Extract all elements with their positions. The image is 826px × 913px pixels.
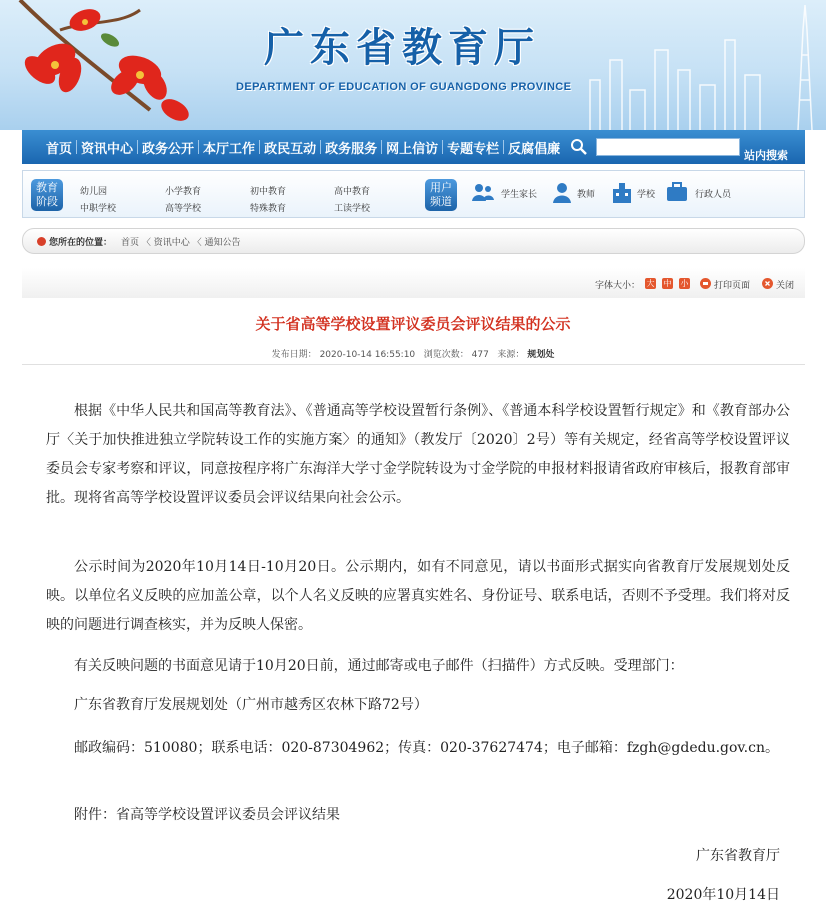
edu-link-senior-high[interactable]: 高中教育 bbox=[334, 187, 371, 197]
school-icon bbox=[611, 181, 633, 205]
meta-source: 规划处 bbox=[527, 350, 555, 360]
paragraph-submission: 有关反映问题的书面意见请于10月20日前，通过邮寄或电子邮件（扫描件）方式反映。受理部门： bbox=[74, 658, 684, 674]
search-button[interactable]: 站内搜索 bbox=[744, 149, 788, 162]
font-size-large-button[interactable]: 大 bbox=[646, 279, 655, 288]
paragraph-basis: 根据《中华人民共和国高等教育法》、《普通高等学校设置暂行条例》、《普通本科学校设置暂行规定》和《教育部办公厅〈关于加快推进独立学院转设工作的实施方案〉的通知》（教发厅〔2020〕2号）等有关规定，经省高等学校设置评议委员会专家考察和评议，同意按程序将广东海洋大学寸金学院转设为寸金学院的申报材料报请省政府审核后，报教育部审批。现将省高等学校设置评议委员会评议结果向社会公示。 bbox=[46, 403, 790, 506]
print-page-link[interactable]: 打印页面 bbox=[714, 281, 751, 291]
close-icon[interactable] bbox=[762, 278, 773, 289]
nav-item-gov-open[interactable]: 政务公开 bbox=[142, 141, 195, 157]
font-size-small-button[interactable]: 小 bbox=[680, 279, 689, 288]
paragraph-attachment[interactable]: 附件：省高等学校设置评议委员会评议结果 bbox=[74, 807, 340, 823]
edu-link-junior-high[interactable]: 初中教育 bbox=[250, 187, 287, 197]
signature-org: 广东省教育厅 bbox=[696, 848, 780, 864]
role-admin-staff[interactable]: 行政人员 bbox=[695, 190, 732, 200]
nav-item-interaction[interactable]: 政民互动 bbox=[264, 141, 317, 157]
breadcrumb-path[interactable]: 首页 〈 资讯中心 〈 通知公告 bbox=[121, 238, 241, 248]
divider bbox=[22, 364, 805, 365]
site-title: 广东省教育厅 bbox=[264, 25, 540, 71]
edu-stage-tag bbox=[31, 179, 63, 211]
nav-item-news[interactable]: 资讯中心 bbox=[81, 141, 134, 157]
role-teacher[interactable]: 教师 bbox=[577, 190, 596, 200]
article-title: 关于省高等学校设置评议委员会评议结果的公示 bbox=[255, 315, 571, 333]
user-channel-tag bbox=[425, 179, 457, 211]
paragraph-contact: 邮政编码：510080；联系电话：020-87304962；传真：020-37627474；电子邮箱：fzgh@gdedu.gov.cn。 bbox=[74, 740, 779, 756]
city-skyline-icon bbox=[560, 0, 826, 130]
site-subtitle: DEPARTMENT OF EDUCATION OF GUANGDONG PROVINCE bbox=[236, 81, 572, 93]
edu-link-reform-school[interactable]: 工读学校 bbox=[334, 204, 371, 214]
nav-item-dept-work[interactable]: 本厅工作 bbox=[203, 141, 256, 157]
edu-link-higher-ed[interactable]: 高等学校 bbox=[165, 204, 202, 214]
close-page-link[interactable]: 关闭 bbox=[776, 281, 795, 291]
meta-views: 477 bbox=[471, 350, 489, 360]
edu-link-primary[interactable]: 小学教育 bbox=[165, 187, 202, 197]
role-parents[interactable]: 学生家长 bbox=[501, 190, 538, 200]
nav-item-home[interactable]: 首页 bbox=[46, 141, 73, 157]
article-toolbar bbox=[22, 268, 805, 298]
edu-stage-tag-line1: 教育 bbox=[36, 181, 58, 194]
role-school[interactable]: 学校 bbox=[637, 190, 656, 200]
channel-bar bbox=[22, 170, 805, 218]
font-size-medium-button[interactable]: 中 bbox=[663, 279, 672, 288]
breadcrumb bbox=[22, 228, 805, 254]
breadcrumb-label: 您所在的位置： bbox=[49, 238, 113, 248]
parents-icon bbox=[471, 181, 495, 205]
nav-item-services[interactable]: 政务服务 bbox=[325, 141, 378, 157]
site-banner bbox=[0, 0, 826, 130]
meta-date: 2020-10-14 16:55:10 bbox=[319, 350, 416, 360]
briefcase-icon bbox=[665, 181, 689, 203]
search-input[interactable] bbox=[596, 138, 740, 156]
nav-item-anticorruption[interactable]: 反腐倡廉 bbox=[508, 141, 561, 157]
print-icon[interactable] bbox=[700, 278, 711, 289]
signature-date: 2020年10月14日 bbox=[666, 887, 780, 903]
search-icon[interactable] bbox=[570, 138, 588, 156]
meta-date-label: 发布日期： bbox=[271, 350, 317, 360]
meta-views-label: 浏览次数： bbox=[423, 350, 469, 360]
nav-item-petition[interactable]: 网上信访 bbox=[386, 141, 439, 157]
location-icon bbox=[37, 237, 46, 246]
edu-link-kindergarten[interactable]: 幼儿园 bbox=[80, 187, 108, 197]
main-nav bbox=[22, 130, 805, 164]
main-nav-items bbox=[42, 130, 564, 164]
font-size-label: 字体大小： bbox=[595, 281, 641, 291]
kapok-flower-icon bbox=[0, 0, 230, 130]
paragraph-office: 广东省教育厅发展规划处（广州市越秀区农林下路72号） bbox=[74, 697, 428, 713]
paragraph-period: 公示时间为2020年10月14日-10月20日。公示期内，如有不同意见，请以书面形式据实向省教育厅发展规划处反映。以单位名义反映的应加盖公章，以个人名义反映的应署真实姓名、身份证号、联系电话，否则不予受理。我们将对反映的问题进行调查核实，并为反映人保密。 bbox=[46, 559, 790, 633]
meta-source-label: 来源： bbox=[497, 350, 525, 360]
user-channel-tag-line2: 频道 bbox=[430, 195, 452, 208]
user-channel-tag-line1: 用户 bbox=[430, 181, 452, 194]
edu-stage-tag-line2: 阶段 bbox=[36, 195, 58, 208]
edu-link-special-ed[interactable]: 特殊教育 bbox=[250, 204, 287, 214]
nav-item-topics[interactable]: 专题专栏 bbox=[447, 141, 500, 157]
edu-link-vocational[interactable]: 中职学校 bbox=[80, 204, 117, 214]
article-meta bbox=[0, 347, 826, 360]
teacher-icon bbox=[551, 181, 573, 205]
